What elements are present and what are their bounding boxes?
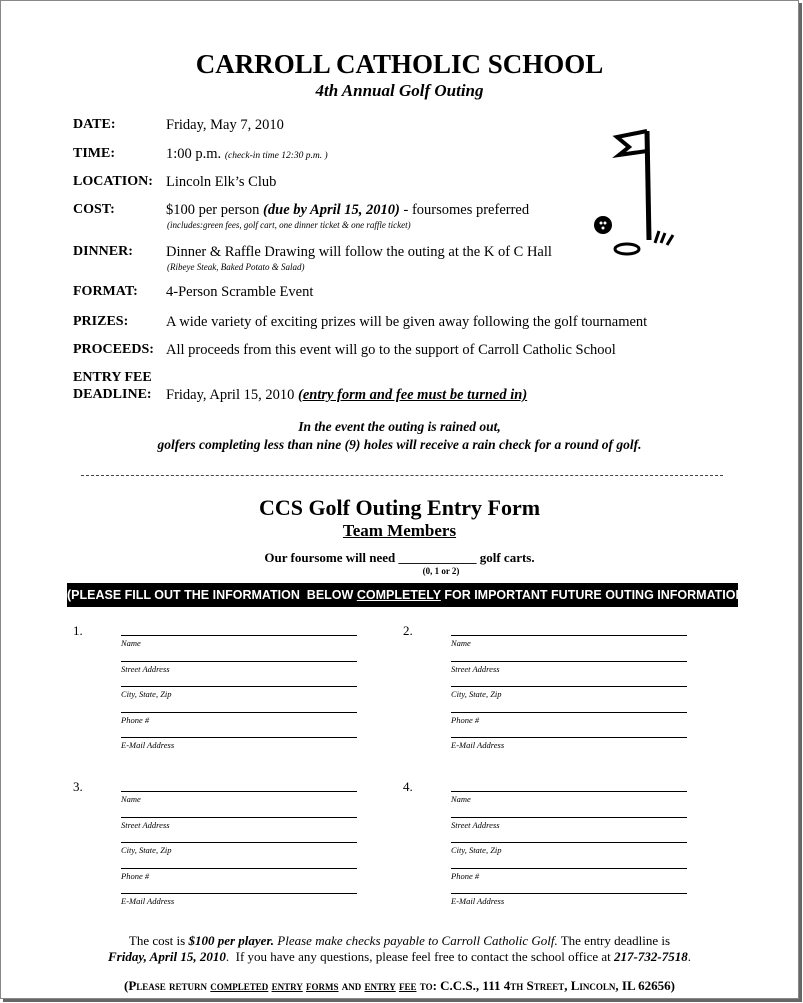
footer-line-2 — [1, 949, 798, 965]
golf-flag-icon — [589, 125, 679, 260]
instruction-banner — [67, 583, 749, 607]
field-label: Phone # — [451, 870, 480, 881]
member-4-city-state-zip-field[interactable] — [451, 842, 687, 843]
f-d: The entry deadline is — [557, 933, 671, 948]
member-4-phone--field[interactable] — [451, 868, 687, 869]
member-2-phone--field[interactable] — [451, 712, 687, 713]
f-e: Friday, April 15, 2010 — [108, 949, 226, 964]
carts-hint: (0, 1 or 2) — [422, 566, 460, 576]
deadline-note: (entry form and fee must be turned in) — [297, 387, 528, 403]
member-3-phone--field[interactable] — [121, 868, 357, 869]
member-4-e-mail-address-field[interactable] — [451, 893, 687, 894]
f-b: $100 per player. — [188, 933, 275, 948]
field-label: Name — [121, 638, 141, 648]
r3: entry — [271, 978, 303, 993]
rain-line-1: In the event the outing is rained out, — [298, 419, 501, 434]
r7: fee — [398, 978, 417, 993]
school-title: CARROLL CATHOLIC SCHOOL — [195, 49, 604, 79]
member-3-street-address-field[interactable] — [121, 817, 357, 818]
deadline-value — [166, 387, 527, 404]
cost-value — [166, 202, 529, 219]
cost-note: (includes:green fees, golf cart, one dinner ticket & one raffle ticket) — [167, 220, 411, 230]
event-subtitle: 4th Annual Golf Outing — [315, 81, 484, 100]
rain-line-2: golfers completing less than nine (9) holes will receive a rain check for a round of golf. — [157, 437, 642, 452]
f-a: The cost is — [128, 933, 189, 948]
dinner-label: DINNER: — [73, 244, 133, 259]
proceeds-label: PROCEEDS: — [73, 342, 154, 357]
deadline-text: Friday, April 15, 2010 — [166, 387, 298, 403]
member-2-city-state-zip-field[interactable] — [451, 686, 687, 687]
member-4-name-field[interactable] — [451, 791, 687, 792]
member-3-name-field[interactable] — [121, 791, 357, 792]
cut-line — [81, 475, 723, 476]
field-label: Street Address — [451, 663, 500, 674]
field-label: E-Mail Address — [451, 896, 505, 906]
r1: (Please return — [124, 978, 211, 993]
return-address — [1, 978, 798, 994]
dinner-value: Dinner & Raffle Drawing will follow the outing at the K of C Hall — [166, 244, 552, 260]
date-label: DATE: — [73, 117, 116, 132]
field-label: E-Mail Address — [451, 740, 505, 750]
member-2-street-address-field[interactable] — [451, 661, 687, 662]
location-value: Lincoln Elk’s Club — [166, 174, 277, 190]
format-value: 4-Person Scramble Event — [166, 284, 314, 300]
banner-post: FOR IMPORTANT FUTURE OUTING INFORMATION) — [440, 588, 749, 602]
member-number: 4. — [403, 779, 413, 794]
cost-due: (due by April 15, 2010) — [263, 202, 400, 218]
foursome-carts — [1, 550, 798, 566]
prizes-label: PRIZES: — [73, 314, 129, 329]
member-number: 3. — [73, 779, 83, 794]
field-label: City, State, Zip — [451, 689, 502, 699]
banner-emph: COMPLETELY — [356, 588, 441, 602]
member-2-e-mail-address-field[interactable] — [451, 737, 687, 738]
field-label: Phone # — [121, 714, 150, 725]
field-label: City, State, Zip — [451, 845, 502, 855]
format-label: FORMAT: — [73, 284, 138, 299]
f-f: . If you have any questions, please feel free to contact the school office at — [225, 949, 615, 964]
location-label: LOCATION: — [73, 174, 153, 189]
time-value — [166, 146, 328, 163]
dinner-note: (Ribeye Steak, Baked Potato & Salad) — [167, 262, 305, 272]
date-value: Friday, May 7, 2010 — [166, 117, 284, 133]
field-label: Name — [451, 638, 471, 648]
member-3-city-state-zip-field[interactable] — [121, 842, 357, 843]
field-label: Name — [121, 794, 141, 804]
member-1-e-mail-address-field[interactable] — [121, 737, 357, 738]
member-4-street-address-field[interactable] — [451, 817, 687, 818]
cost-label: COST: — [73, 202, 115, 217]
field-label: City, State, Zip — [121, 689, 172, 699]
f-c: Please make checks payable to Carroll Catholic Golf. — [274, 933, 558, 948]
foursome-pre: Our foursome will need — [264, 550, 399, 565]
member-number: 1. — [73, 623, 83, 638]
r8: to: C.C.S., 111 4th Street, Lincoln, IL 62656) — [416, 978, 675, 993]
r5: and — [338, 978, 365, 993]
f-phone: 217-732-7518 — [614, 949, 688, 964]
field-label: Street Address — [451, 819, 500, 830]
member-2-name-field[interactable] — [451, 635, 687, 636]
carts-blank[interactable]: ____________ — [398, 550, 477, 565]
foursome-post: golf carts. — [476, 550, 535, 565]
r4: forms — [306, 978, 339, 993]
entry-fee-label: ENTRY FEE — [73, 370, 152, 385]
field-label: E-Mail Address — [121, 896, 175, 906]
time-label: TIME: — [73, 146, 115, 161]
prizes-value: A wide variety of exciting prizes will be given away following the golf tournament — [166, 314, 648, 330]
proceeds-value: All proceeds from this event will go to the support of Carroll Catholic School — [166, 342, 616, 358]
cost-pref: - foursomes preferred — [399, 202, 530, 218]
f-dot: . — [687, 949, 691, 964]
field-label: Phone # — [121, 870, 150, 881]
time-text: 1:00 p.m. — [166, 146, 222, 162]
field-label: Name — [451, 794, 471, 804]
field-label: Phone # — [451, 714, 480, 725]
field-label: City, State, Zip — [121, 845, 172, 855]
cost-text: $100 per person — [166, 202, 264, 218]
r6: entry — [364, 978, 396, 993]
footer-line-1 — [1, 933, 798, 949]
field-label: Street Address — [121, 663, 170, 674]
banner-pre: (PLEASE FILL OUT THE INFORMATION BELOW — [67, 588, 357, 602]
member-1-city-state-zip-field[interactable] — [121, 686, 357, 687]
member-1-phone--field[interactable] — [121, 712, 357, 713]
form-title: CCS Golf Outing Entry Form — [258, 495, 541, 520]
field-label: Street Address — [121, 819, 170, 830]
member-number: 2. — [403, 623, 413, 638]
r2: completed — [210, 978, 269, 993]
checkin-note: (check-in time 12:30 p.m. ) — [224, 151, 328, 161]
deadline-label: DEADLINE: — [73, 387, 152, 402]
member-1-street-address-field[interactable] — [121, 661, 357, 662]
member-3-e-mail-address-field[interactable] — [121, 893, 357, 894]
member-1-name-field[interactable] — [121, 635, 357, 636]
team-members-heading: Team Members — [342, 521, 457, 540]
field-label: E-Mail Address — [121, 740, 175, 750]
